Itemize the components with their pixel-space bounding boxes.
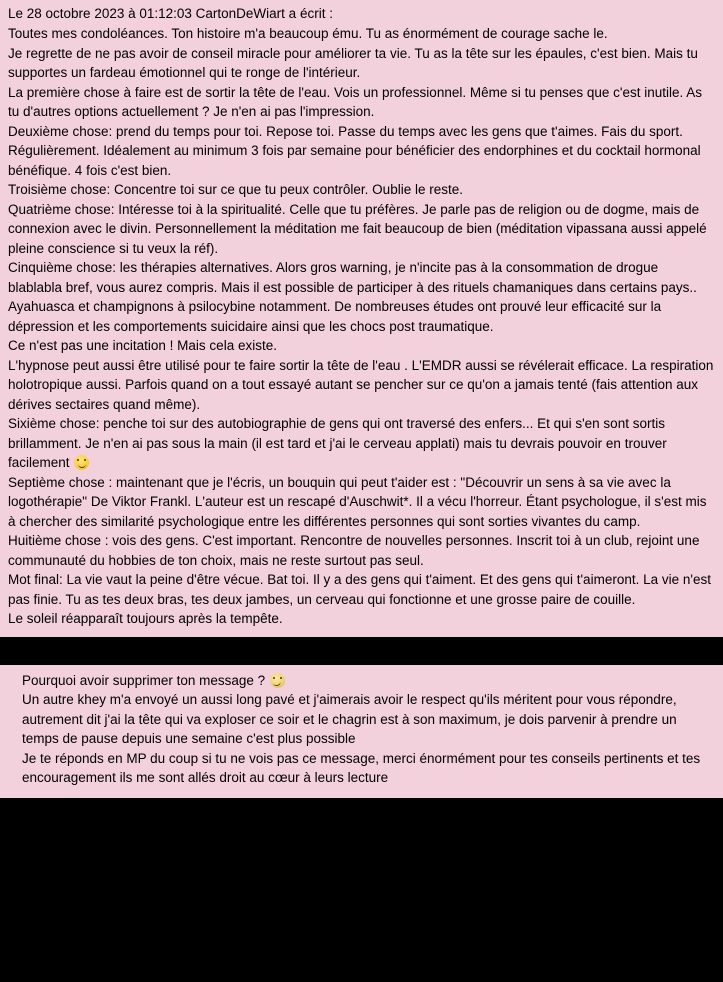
reply-paragraph-with-smiley: [22, 671, 715, 691]
quote-paragraph-with-smiley: [8, 414, 715, 473]
quote-paragraph: L'hypnose peut aussi être utilisé pour te faire sortir la tête de l'eau . L'EMDR aussi se révélerait efficace. La respiration holotropique aussi. Parfois quand on a tout essayé autant se pencher sur ce qu'on a jamais tenté (fais attention aux dérives sectaires quand même).: [8, 357, 714, 412]
quote-paragraph: Le soleil réapparaît toujours après la tempête.: [8, 611, 283, 626]
quote-paragraph: Cinquième chose: les thérapies alternatives. Alors gros warning, je n'incite pas à la consommation de drogue blablabla bref, vous aurez compris. Mais il est possible de participer à des rituels chamaniques dans certains pays.. Ayahuasca et champignons à psilocybine notamment. De nombreuses études ont prouvé leur efficacité sur la dépression et les comportements suicidaire ainsi que les chocs post traumatique.: [8, 260, 697, 334]
smiley-happy-icon: [74, 455, 89, 470]
reply-paragraph: Je te réponds en MP du coup si tu ne vois pas ce message, merci énormément pour tes conseils pertinents et tes encouragement ils me sont allés droit au cœur à leurs lecture: [22, 750, 701, 785]
quote-paragraph: Mot final: La vie vaut la peine d'être vécue. Bat toi. Il y a des gens qui t'aiment. Et des gens qui t'aimeront. La vie n'est pas finie. Tu as tes deux bras, tes deux jambes, un cerveau qui fonctionne et une grosse paire de couille.: [8, 572, 711, 607]
quote-paragraph: Toutes mes condoléances. Ton histoire m'a beaucoup ému. Tu as énormément de courage sache le.: [8, 26, 608, 41]
quote-paragraph-text: Sixième chose: penche toi sur des autobiographie de gens qui ont traversé des enfers... Et qui s'en sont sortis brillamment. Je n'en ai pas sous la main (il est tard et j'ai le cerveau applati) mais tu devrais pouvoir en trouver facilement: [8, 416, 667, 470]
quote-paragraph: Ce n'est pas une incitation ! Mais cela existe.: [8, 338, 277, 353]
quote-paragraph: Troisième chose: Concentre toi sur ce que tu peux contrôler. Oublie le reste.: [8, 182, 463, 197]
reply-paragraph: Un autre khey m'a envoyé un aussi long pavé et j'aimerais avoir le respect qu'ils méritent pour vous répondre, autrement dit j'ai la tête qui va exploser ce soir et le chagrin est à son maximum, je dois parvenir à prendre un temps de pause depuis une semaine c'est plus possible: [22, 692, 677, 746]
quote-paragraph: Septième chose : maintenant que je l'écris, un bouquin qui peut t'aider est : "Découvrir un sens à sa vie avec la logothérapie" De Viktor Frankl. L'auteur est un rescapé d'Auschwit*. Il a vécu l'horreur. Étant psychologue, il s'est mis à chercher des similarité psychologique entre les différentes personnes qui sont sorties vivantes du camp.: [8, 474, 707, 529]
smiley-confused-icon: [270, 673, 285, 688]
reply-paragraph-text: Pourquoi avoir supprimer ton message ?: [22, 672, 266, 688]
quote-attribution: Le 28 octobre 2023 à 01:12:03 CartonDeWiart a écrit :: [8, 6, 333, 21]
quote-paragraph: La première chose à faire est de sortir la tête de l'eau. Vois un professionnel. Même si tu penses que c'est inutile. As tu d'autres options actuellement ? Je n'en ai pas l'impression.: [8, 84, 703, 119]
quote-paragraph: Deuxième chose: prend du temps pour toi. Repose toi. Passe du temps avec les gens que t'aimes. Fais du sport. Régulièrement. Idéalement au minimum 3 fois par semaine pour bénéficier des endorphines et du cocktail hormonal bénéfique. 4 fois c'est bien.: [8, 123, 701, 178]
quote-paragraph: Huitième chose : vois des gens. C'est important. Rencontre de nouvelles personnes. Inscrit toi à un club, rejoint une communauté du hobbies de ton choix, mais ne reste surtout pas seul.: [8, 533, 700, 568]
reply-message-block: [0, 665, 723, 798]
quote-paragraph: Quatrième chose: Intéresse toi à la spiritualité. Celle que tu préfères. Je parle pas de religion ou de dogme, mais de connexion avec le divin. Personnellement la méditation me fait beaucoup de bien (méditation vipassana aussi appelé pleine conscience si tu veux la réf).: [8, 201, 707, 256]
quote-paragraph: Je regrette de ne pas avoir de conseil miracle pour améliorer ta vie. Tu as la tête sur les épaules, c'est bien. Mais tu supportes un fardeau émotionnel qui te ronge de l'intérieur.: [8, 45, 698, 80]
block-separator: [0, 637, 723, 665]
